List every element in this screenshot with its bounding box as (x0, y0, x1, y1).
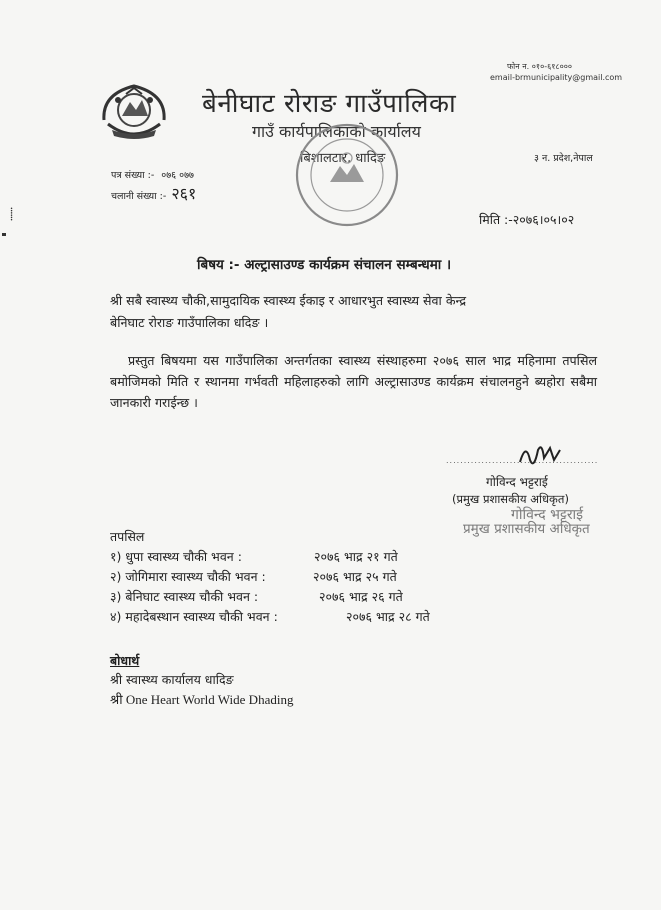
margin-mark: ⸽ (10, 207, 14, 221)
tapsil-item-label: २) जोगिमारा स्वास्थ्य चौकी भवन : (110, 569, 266, 584)
tapsil-item (110, 588, 470, 608)
subject-line: बिषय :- अल्ट्रासाउण्ड कार्यक्रम संचालन सम्बन्धमा । (197, 257, 452, 273)
signatory-title: (प्रमुख प्रशासकीय अधिकृत) (452, 492, 569, 506)
phone-number: फोन न. ०१०-६१८००० (507, 62, 573, 71)
patra-value: ०७६ ०७७ (161, 170, 194, 181)
tapsil-item (110, 548, 470, 568)
office-location: बिशालटार, धादिङ (300, 151, 386, 166)
recipient-line-1: श्री सबै स्वास्थ्य चौकी,सामुदायिक स्वास्थ्य ईकाइ र आधारभुत स्वास्थ्य सेवा केन्द्र (110, 293, 467, 308)
tapsil-item-date: २०७६ भाद्र २६ गते (319, 589, 403, 604)
chalani-sankhya (111, 182, 196, 204)
tapsil-item (110, 608, 470, 628)
emblem-logo (98, 80, 170, 146)
bodharth-item: श्री स्वास्थ्य कार्यालय धादिङ (110, 672, 234, 687)
chalani-label: चलानी संख्या :- (111, 191, 167, 202)
org-name: बेनीघाट रोराङ गाउँपालिका (202, 89, 457, 119)
chalani-value: २६१ (171, 184, 197, 203)
province-label: ३ न. प्रदेश,नेपाल (534, 153, 593, 164)
email-address: email-brmunicipality@gmail.com (490, 73, 623, 82)
office-stamp (292, 120, 402, 230)
tapsil-item (110, 568, 470, 588)
bodharth-heading: बोधार्थ (110, 653, 140, 668)
patra-label: पत्र संख्या :- (111, 170, 155, 181)
bodharth-list (110, 670, 293, 710)
tapsil-item-label: १) धुपा स्वास्थ्य चौकी भवन : (110, 549, 242, 564)
body-paragraph: प्रस्तुत बिषयमा यस गाउँपालिका अन्तर्गतका स्वास्थ्य संस्थाहरुमा २०७६ साल भाद्र महिनामा तपसिल बमोजिमको मिति र स्थानमा गर्भवती महिलाहरुको लागि अल्ट्रासाउण्ड कार्यक्रम संचालनहुने ब्यहोरा सबैमा जानकारी गराईन्छ । (110, 353, 597, 410)
tapsil-item-date: २०७६ भाद्र २१ गते (314, 549, 398, 564)
patra-sankhya (111, 168, 194, 181)
bodharth-item: श्री One Heart World Wide Dhading (110, 692, 294, 707)
stamp-title: प्रमुख प्रशासकीय अधिकृत (463, 521, 590, 537)
tapsil-item-label: ३) बेनिघाट स्वास्थ्य चौकी भवन : (110, 589, 259, 604)
recipient-line-2: बेनिघाट रोराङ गाउँपालिका धदिङ । (110, 315, 269, 330)
letter-date: मिति :-२०७६।०५।०२ (479, 212, 575, 227)
margin-dot (2, 233, 6, 236)
office-name: गाउँ कार्यपालिकाको कार्यालय (252, 122, 421, 141)
tapsil-item-label: ४) महादेबस्थान स्वास्थ्य चौकी भवन : (110, 609, 278, 624)
tapsil-heading: तपसिल (110, 529, 145, 544)
tapsil-item-date: २०७६ भाद्र २५ गते (313, 569, 397, 584)
tapsil-list (110, 548, 470, 628)
stamp-name: गोविन्द भट्टराई (511, 507, 584, 523)
tapsil-item-date: २०७६ भाद्र २८ गते (346, 609, 430, 624)
signatory-name: गोविन्द भट्टराई (486, 475, 548, 489)
signature-dots: ........................................... (446, 456, 599, 465)
